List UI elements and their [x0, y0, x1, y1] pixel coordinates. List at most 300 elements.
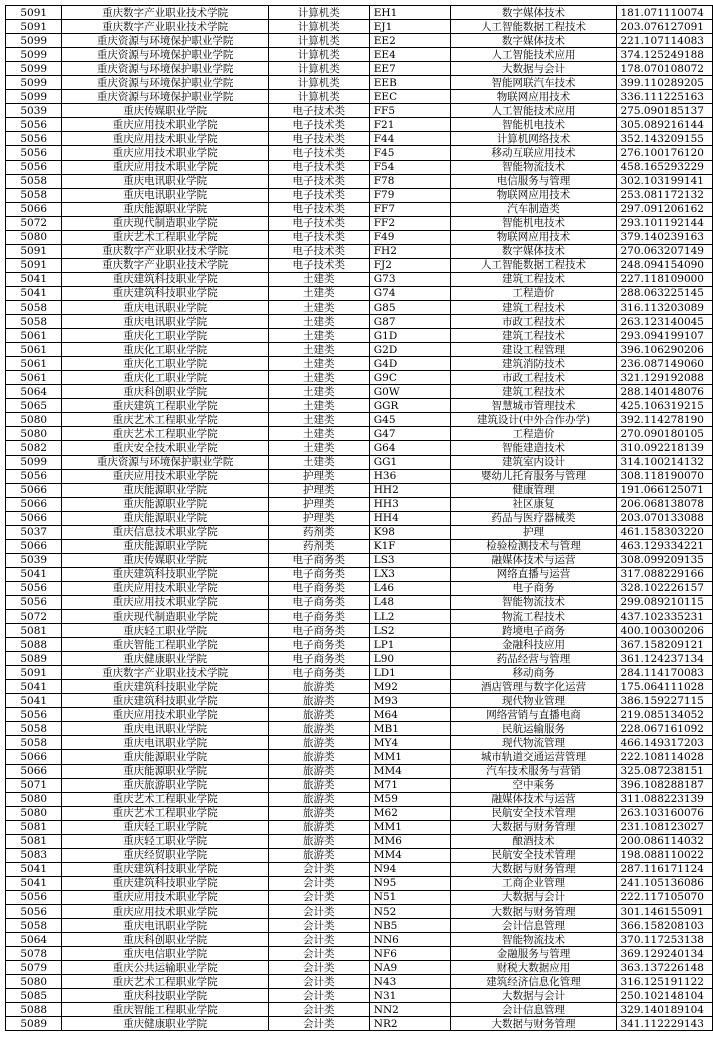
major-code-cell: F79 — [369, 188, 450, 202]
score-cell: 222.108114028 — [617, 750, 713, 764]
school-code-cell: 5088 — [6, 1003, 62, 1017]
table-row — [6, 76, 713, 90]
score-cell: 379.140239163 — [617, 230, 713, 244]
category-cell: 护理类 — [268, 469, 369, 483]
category-cell: 电子商务类 — [268, 638, 369, 652]
school-name-cell: 重庆能源职业学院 — [62, 497, 268, 511]
table-row — [6, 834, 713, 848]
category-cell: 土建类 — [268, 343, 369, 357]
major-code-cell: L46 — [369, 581, 450, 595]
major-code-cell: N52 — [369, 905, 450, 919]
major-code-cell: EEC — [369, 90, 450, 104]
major-name-cell: 城市轨道交通运营管理 — [450, 750, 617, 764]
school-code-cell: 5066 — [6, 764, 62, 778]
major-name-cell: 会计信息管理 — [450, 1003, 617, 1017]
major-name-cell: 融媒体技术与运营 — [450, 553, 617, 567]
school-code-cell: 5041 — [6, 876, 62, 890]
category-cell: 计算机类 — [268, 62, 369, 76]
school-name-cell: 重庆应用技术职业学院 — [62, 469, 268, 483]
school-name-cell: 重庆能源职业学院 — [62, 483, 268, 497]
category-cell: 土建类 — [268, 357, 369, 371]
major-code-cell: G1D — [369, 329, 450, 343]
table-row — [6, 455, 713, 469]
score-cell: 178.070108072 — [617, 62, 713, 76]
major-name-cell: 大数据与财务管理 — [450, 862, 617, 876]
score-cell: 219.085134052 — [617, 708, 713, 722]
school-code-cell: 5056 — [6, 708, 62, 722]
category-cell: 会计类 — [268, 919, 369, 933]
major-name-cell: 智能网联汽车技术 — [450, 76, 617, 90]
major-code-cell: G87 — [369, 315, 450, 329]
major-name-cell: 建筑设计(中外合作办学) — [450, 413, 617, 427]
major-name-cell: 大数据与财务管理 — [450, 820, 617, 834]
school-code-cell: 5082 — [6, 441, 62, 455]
school-code-cell: 5091 — [6, 20, 62, 34]
category-cell: 土建类 — [268, 455, 369, 469]
school-code-cell: 5066 — [6, 750, 62, 764]
score-cell: 253.081172132 — [617, 188, 713, 202]
major-code-cell: HH2 — [369, 483, 450, 497]
score-cell: 400.100300206 — [617, 624, 713, 638]
school-code-cell: 5099 — [6, 34, 62, 48]
score-cell: 310.092218139 — [617, 441, 713, 455]
major-code-cell: G45 — [369, 413, 450, 427]
school-name-cell: 重庆数字产业职业技术学院 — [62, 258, 268, 272]
major-code-cell: NF6 — [369, 947, 450, 961]
school-code-cell: 5061 — [6, 371, 62, 385]
major-code-cell: LX3 — [369, 567, 450, 581]
major-code-cell: F44 — [369, 132, 450, 146]
major-code-cell: GGR — [369, 399, 450, 413]
major-name-cell: 移动互联应用技术 — [450, 146, 617, 160]
school-code-cell: 5081 — [6, 624, 62, 638]
category-cell: 土建类 — [268, 286, 369, 300]
major-name-cell: 会计信息管理 — [450, 919, 617, 933]
category-cell: 计算机类 — [268, 6, 369, 20]
school-name-cell: 重庆经贸职业学院 — [62, 848, 268, 862]
school-code-cell: 5089 — [6, 1017, 62, 1031]
table-row — [6, 174, 713, 188]
school-name-cell: 重庆化工职业学院 — [62, 371, 268, 385]
score-cell: 370.117253138 — [617, 933, 713, 947]
category-cell: 旅游类 — [268, 708, 369, 722]
school-code-cell: 5039 — [6, 553, 62, 567]
major-name-cell: 检验检测技术与管理 — [450, 539, 617, 553]
school-code-cell: 5080 — [6, 975, 62, 989]
major-code-cell: G4D — [369, 357, 450, 371]
school-name-cell: 重庆轻工职业学院 — [62, 834, 268, 848]
score-cell: 311.088223139 — [617, 792, 713, 806]
table-row — [6, 975, 713, 989]
school-name-cell: 重庆应用技术职业学院 — [62, 146, 268, 160]
table-row — [6, 848, 713, 862]
school-name-cell: 重庆艺术工程职业学院 — [62, 806, 268, 820]
school-name-cell: 重庆艺术工程职业学院 — [62, 427, 268, 441]
score-cell: 206.068138078 — [617, 497, 713, 511]
score-cell: 297.091206162 — [617, 202, 713, 216]
major-name-cell: 酿酒技术 — [450, 834, 617, 848]
score-cell: 329.140189104 — [617, 1003, 713, 1017]
table-row — [6, 48, 713, 62]
major-code-cell: G47 — [369, 427, 450, 441]
school-code-cell: 5099 — [6, 62, 62, 76]
major-code-cell: NB5 — [369, 919, 450, 933]
table-row — [6, 329, 713, 343]
category-cell: 电子技术类 — [268, 146, 369, 160]
school-code-cell: 5064 — [6, 385, 62, 399]
table-row — [6, 933, 713, 947]
major-name-cell: 民航运输服务 — [450, 722, 617, 736]
table-row — [6, 778, 713, 792]
school-code-cell: 5056 — [6, 469, 62, 483]
major-code-cell: HH3 — [369, 497, 450, 511]
major-name-cell: 大数据与财务管理 — [450, 1017, 617, 1031]
score-cell: 321.129192088 — [617, 371, 713, 385]
school-name-cell: 重庆应用技术职业学院 — [62, 160, 268, 174]
score-cell: 367.158209121 — [617, 638, 713, 652]
school-name-cell: 重庆能源职业学院 — [62, 764, 268, 778]
school-name-cell: 重庆智能工程职业学院 — [62, 638, 268, 652]
school-code-cell: 5041 — [6, 567, 62, 581]
school-name-cell: 重庆旅游职业学院 — [62, 778, 268, 792]
major-name-cell: 人工智能数据工程技术 — [450, 258, 617, 272]
major-name-cell: 建筑消防技术 — [450, 357, 617, 371]
score-cell: 293.094199107 — [617, 329, 713, 343]
table-row — [6, 413, 713, 427]
school-name-cell: 重庆数字产业职业技术学院 — [62, 244, 268, 258]
school-name-cell: 重庆能源职业学院 — [62, 511, 268, 525]
major-name-cell: 汽车制造类 — [450, 202, 617, 216]
table-row — [6, 385, 713, 399]
table-row — [6, 399, 713, 413]
score-cell: 227.118109000 — [617, 272, 713, 286]
major-name-cell: 计算机网络技术 — [450, 132, 617, 146]
table-row — [6, 595, 713, 609]
major-name-cell: 智能机电技术 — [450, 216, 617, 230]
school-name-cell: 重庆建筑科技职业学院 — [62, 286, 268, 300]
table-row — [6, 652, 713, 666]
category-cell: 旅游类 — [268, 834, 369, 848]
major-name-cell: 数字媒体技术 — [450, 34, 617, 48]
table-row — [6, 202, 713, 216]
major-code-cell: N51 — [369, 890, 450, 904]
table-row — [6, 722, 713, 736]
school-name-cell: 重庆电讯职业学院 — [62, 188, 268, 202]
table-row — [6, 483, 713, 497]
major-name-cell: 数字媒体技术 — [450, 6, 617, 20]
school-name-cell: 重庆艺术工程职业学院 — [62, 413, 268, 427]
school-code-cell: 5041 — [6, 286, 62, 300]
score-cell: 293.101192144 — [617, 216, 713, 230]
table-row — [6, 315, 713, 329]
major-code-cell: EE4 — [369, 48, 450, 62]
major-code-cell: N43 — [369, 975, 450, 989]
school-name-cell: 重庆应用技术职业学院 — [62, 905, 268, 919]
major-name-cell: 护理 — [450, 525, 617, 539]
major-name-cell: 金融科技应用 — [450, 638, 617, 652]
major-name-cell: 民航安全技术管理 — [450, 848, 617, 862]
major-name-cell: 建筑工程技术 — [450, 300, 617, 314]
school-code-cell: 5056 — [6, 905, 62, 919]
school-name-cell: 重庆建筑科技职业学院 — [62, 567, 268, 581]
table-row — [6, 539, 713, 553]
major-name-cell: 婴幼儿托育服务与管理 — [450, 469, 617, 483]
score-cell: 270.090180105 — [617, 427, 713, 441]
category-cell: 电子商务类 — [268, 666, 369, 680]
score-cell: 305.089216144 — [617, 118, 713, 132]
major-code-cell: NN2 — [369, 1003, 450, 1017]
table-row — [6, 118, 713, 132]
table-row — [6, 680, 713, 694]
table-row — [6, 638, 713, 652]
school-name-cell: 重庆能源职业学院 — [62, 539, 268, 553]
score-cell: 374.125249188 — [617, 48, 713, 62]
major-code-cell: LS3 — [369, 553, 450, 567]
school-name-cell: 重庆现代制造职业学院 — [62, 610, 268, 624]
score-cell: 203.070133088 — [617, 511, 713, 525]
score-cell: 369.129240134 — [617, 947, 713, 961]
score-cell: 386.159227115 — [617, 694, 713, 708]
score-cell: 301.146155091 — [617, 905, 713, 919]
school-name-cell: 重庆应用技术职业学院 — [62, 132, 268, 146]
major-name-cell: 电子商务 — [450, 581, 617, 595]
table-row — [6, 188, 713, 202]
category-cell: 计算机类 — [268, 76, 369, 90]
score-cell: 181.071110074 — [617, 6, 713, 20]
major-name-cell: 物流工程技术 — [450, 610, 617, 624]
school-code-cell: 5080 — [6, 413, 62, 427]
score-cell: 236.087149060 — [617, 357, 713, 371]
school-code-cell: 5099 — [6, 76, 62, 90]
major-code-cell: M71 — [369, 778, 450, 792]
school-code-cell: 5066 — [6, 483, 62, 497]
table-row — [6, 708, 713, 722]
school-code-cell: 5058 — [6, 315, 62, 329]
table-row — [6, 244, 713, 258]
school-code-cell: 5041 — [6, 862, 62, 876]
category-cell: 土建类 — [268, 315, 369, 329]
table-row — [6, 258, 713, 272]
school-code-cell: 5079 — [6, 961, 62, 975]
major-name-cell: 药品经营与管理 — [450, 652, 617, 666]
score-cell: 425.106319215 — [617, 399, 713, 413]
major-code-cell: G9C — [369, 371, 450, 385]
category-cell: 土建类 — [268, 272, 369, 286]
school-name-cell: 重庆应用技术职业学院 — [62, 595, 268, 609]
score-cell: 276.100176120 — [617, 146, 713, 160]
score-cell: 461.158303220 — [617, 525, 713, 539]
school-code-cell: 5065 — [6, 399, 62, 413]
major-code-cell: N31 — [369, 989, 450, 1003]
table-row — [6, 272, 713, 286]
school-name-cell: 重庆艺术工程职业学院 — [62, 792, 268, 806]
score-cell: 316.125191122 — [617, 975, 713, 989]
table-row — [6, 624, 713, 638]
table-row — [6, 1003, 713, 1017]
major-name-cell: 物联网应用技术 — [450, 90, 617, 104]
major-name-cell: 酒店管理与数字化运营 — [450, 680, 617, 694]
school-name-cell: 重庆资源与环境保护职业学院 — [62, 455, 268, 469]
category-cell: 会计类 — [268, 947, 369, 961]
category-cell: 药剂类 — [268, 525, 369, 539]
table-row — [6, 919, 713, 933]
category-cell: 电子技术类 — [268, 244, 369, 258]
category-cell: 电子商务类 — [268, 553, 369, 567]
school-code-cell: 5061 — [6, 343, 62, 357]
category-cell: 电子商务类 — [268, 567, 369, 581]
school-code-cell: 5091 — [6, 666, 62, 680]
school-code-cell: 5083 — [6, 848, 62, 862]
school-name-cell: 重庆电讯职业学院 — [62, 300, 268, 314]
table-row — [6, 343, 713, 357]
school-code-cell: 5099 — [6, 455, 62, 469]
table-row — [6, 792, 713, 806]
category-cell: 电子技术类 — [268, 258, 369, 272]
school-code-cell: 5078 — [6, 947, 62, 961]
school-code-cell: 5056 — [6, 146, 62, 160]
major-name-cell: 民航安全技术管理 — [450, 806, 617, 820]
category-cell: 旅游类 — [268, 764, 369, 778]
school-code-cell: 5091 — [6, 244, 62, 258]
score-cell: 466.149317203 — [617, 736, 713, 750]
category-cell: 电子技术类 — [268, 216, 369, 230]
table-row — [6, 34, 713, 48]
category-cell: 电子商务类 — [268, 595, 369, 609]
school-code-cell: 5056 — [6, 132, 62, 146]
school-code-cell: 5058 — [6, 736, 62, 750]
school-code-cell: 5066 — [6, 539, 62, 553]
major-code-cell: G74 — [369, 286, 450, 300]
category-cell: 会计类 — [268, 933, 369, 947]
score-cell: 288.140148076 — [617, 385, 713, 399]
school-name-cell: 重庆轻工职业学院 — [62, 820, 268, 834]
category-cell: 旅游类 — [268, 750, 369, 764]
category-cell: 电子技术类 — [268, 230, 369, 244]
major-name-cell: 建筑工程技术 — [450, 272, 617, 286]
school-code-cell: 5066 — [6, 202, 62, 216]
category-cell: 会计类 — [268, 905, 369, 919]
table-row — [6, 736, 713, 750]
school-code-cell: 5089 — [6, 652, 62, 666]
school-code-cell: 5056 — [6, 581, 62, 595]
school-name-cell: 重庆建筑科技职业学院 — [62, 272, 268, 286]
major-name-cell: 金融服务与管理 — [450, 947, 617, 961]
score-cell: 314.100214132 — [617, 455, 713, 469]
school-name-cell: 重庆建筑科技职业学院 — [62, 694, 268, 708]
school-code-cell: 5080 — [6, 427, 62, 441]
school-name-cell: 重庆电讯职业学院 — [62, 722, 268, 736]
major-code-cell: H36 — [369, 469, 450, 483]
score-cell: 231.108123027 — [617, 820, 713, 834]
category-cell: 会计类 — [268, 1003, 369, 1017]
table-row — [6, 441, 713, 455]
school-name-cell: 重庆科创职业学院 — [62, 933, 268, 947]
table-row — [6, 371, 713, 385]
score-cell: 352.143209155 — [617, 132, 713, 146]
school-code-cell: 5071 — [6, 778, 62, 792]
major-code-cell: EE7 — [369, 62, 450, 76]
category-cell: 电子技术类 — [268, 132, 369, 146]
major-code-cell: FF7 — [369, 202, 450, 216]
category-cell: 旅游类 — [268, 848, 369, 862]
school-code-cell: 5037 — [6, 525, 62, 539]
score-cell: 284.114170083 — [617, 666, 713, 680]
table-row — [6, 90, 713, 104]
table-row — [6, 286, 713, 300]
category-cell: 土建类 — [268, 399, 369, 413]
table-row — [6, 890, 713, 904]
school-name-cell: 重庆科创职业学院 — [62, 385, 268, 399]
score-cell: 203.076127091 — [617, 20, 713, 34]
table-row — [6, 1017, 713, 1031]
table-row — [6, 104, 713, 118]
score-cell: 175.064111028 — [617, 680, 713, 694]
major-name-cell: 建筑室内设计 — [450, 455, 617, 469]
category-cell: 旅游类 — [268, 806, 369, 820]
category-cell: 土建类 — [268, 329, 369, 343]
score-cell: 361.124237134 — [617, 652, 713, 666]
school-code-cell: 5058 — [6, 722, 62, 736]
category-cell: 电子商务类 — [268, 610, 369, 624]
score-cell: 396.106290206 — [617, 343, 713, 357]
major-code-cell: EH1 — [369, 6, 450, 20]
school-name-cell: 重庆健康职业学院 — [62, 1017, 268, 1031]
school-name-cell: 重庆数字产业职业技术学院 — [62, 666, 268, 680]
major-name-cell: 市政工程技术 — [450, 315, 617, 329]
school-code-cell: 5041 — [6, 272, 62, 286]
school-code-cell: 5091 — [6, 258, 62, 272]
major-code-cell: F45 — [369, 146, 450, 160]
school-code-cell: 5058 — [6, 919, 62, 933]
major-code-cell: MB1 — [369, 722, 450, 736]
score-cell: 317.088229166 — [617, 567, 713, 581]
category-cell: 旅游类 — [268, 680, 369, 694]
table-row — [6, 427, 713, 441]
major-code-cell: M64 — [369, 708, 450, 722]
score-cell: 270.063207149 — [617, 244, 713, 258]
major-code-cell: EE2 — [369, 34, 450, 48]
school-name-cell: 重庆化工职业学院 — [62, 343, 268, 357]
table-row — [6, 610, 713, 624]
score-cell: 299.089210115 — [617, 595, 713, 609]
school-name-cell: 重庆应用技术职业学院 — [62, 708, 268, 722]
table-row — [6, 62, 713, 76]
table-row — [6, 581, 713, 595]
table-row — [6, 525, 713, 539]
major-name-cell: 跨境电子商务 — [450, 624, 617, 638]
category-cell: 药剂类 — [268, 539, 369, 553]
school-name-cell: 重庆资源与环境保护职业学院 — [62, 48, 268, 62]
score-cell: 328.102226157 — [617, 581, 713, 595]
major-name-cell: 网络直播与运营 — [450, 567, 617, 581]
school-name-cell: 重庆电讯职业学院 — [62, 919, 268, 933]
major-name-cell: 物联网应用技术 — [450, 230, 617, 244]
category-cell: 电子商务类 — [268, 652, 369, 666]
major-code-cell: MY4 — [369, 736, 450, 750]
table-row — [6, 469, 713, 483]
school-code-cell: 5041 — [6, 680, 62, 694]
major-code-cell: M92 — [369, 680, 450, 694]
major-name-cell: 社区康复 — [450, 497, 617, 511]
major-name-cell: 智能物流技术 — [450, 933, 617, 947]
table-row — [6, 300, 713, 314]
major-code-cell: EEB — [369, 76, 450, 90]
major-name-cell: 智能物流技术 — [450, 160, 617, 174]
category-cell: 电子商务类 — [268, 624, 369, 638]
category-cell: 会计类 — [268, 961, 369, 975]
table-row — [6, 905, 713, 919]
category-cell: 土建类 — [268, 427, 369, 441]
